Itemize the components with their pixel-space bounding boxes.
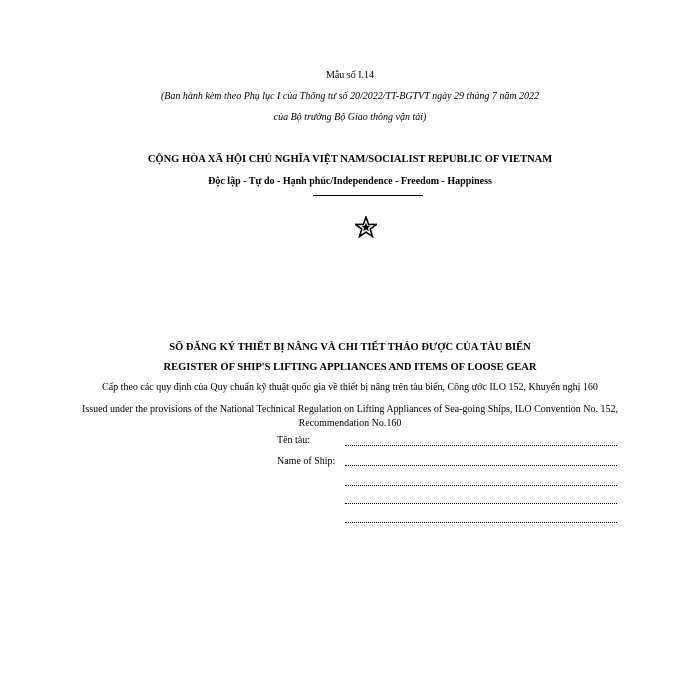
motto-underline — [313, 195, 423, 196]
ship-name-label-vietnamese: Tên tàu: — [277, 435, 311, 446]
national-motto: Độc lập - Tự do - Hạnh phúc/Independence - Freedom - Happiness — [208, 176, 492, 187]
legal-basis-english: Issued under the provisions of the National Technical Regulation on Lifting Appliances of Sea-going Ships, ILO Convention No. 152, Recommendation No.160 — [82, 404, 618, 429]
form-number: Mẫu số I.14 — [325, 70, 375, 81]
issuance-note-line-1: (Ban hành kèm theo Phụ lục I của Thông tư số 20/2022/TT-BGTVT ngày 29 tháng 7 năm 2022 — [160, 91, 540, 102]
issuance-note-line-2: của Bộ trưởng Bộ Giao thông vận tải) — [273, 112, 427, 123]
ship-name-field-line-5[interactable] — [345, 522, 617, 523]
ship-name-field-line-4[interactable] — [345, 503, 617, 504]
legal-basis-vietnamese: Cấp theo các quy định của Quy chuẩn kỹ thuật quốc gia về thiết bị nâng trên tàu biển, Công ước ILO 152, Khuyến nghị 160 — [102, 382, 598, 393]
ship-name-label-english: Name of Ship: — [277, 456, 336, 467]
ship-name-field-line-2[interactable] — [345, 465, 617, 466]
register-title-english: REGISTER OF SHIP'S LIFTING APPLIANCES AND ITEMS OF LOOSE GEAR — [163, 362, 537, 373]
nation-name: CỘNG HÒA XÃ HỘI CHỦ NGHĨA VIỆT NAM/SOCIALIST REPUBLIC OF VIETNAM — [147, 154, 553, 165]
star-icon — [355, 216, 377, 238]
ship-name-field-line-3[interactable] — [345, 485, 617, 486]
register-title-vietnamese: SỔ ĐĂNG KÝ THIẾT BỊ NÂNG VÀ CHI TIẾT THÁO ĐƯỢC CỦA TÀU BIỂN — [169, 342, 531, 353]
ship-name-field-line-1[interactable] — [345, 445, 617, 446]
